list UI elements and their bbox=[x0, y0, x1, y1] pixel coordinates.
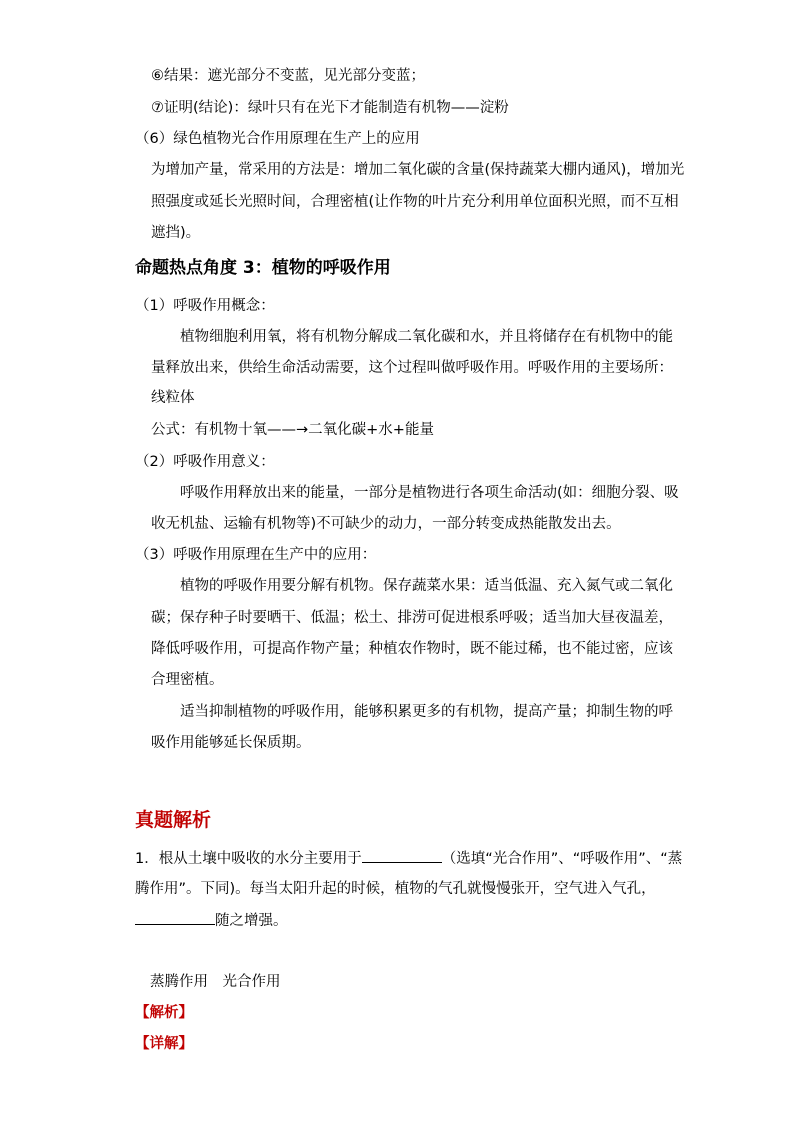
paragraph-line: 碳；保存种子时要晒干、低温；松土、排涝可促进根系呼吸；适当加大昼夜温差， bbox=[151, 610, 673, 626]
paragraph-line: 合理密植。 bbox=[151, 672, 224, 688]
analysis-label: 【解析】 bbox=[135, 1005, 193, 1021]
question-1-line bbox=[135, 910, 288, 931]
formula-line: 公式：有机物十氧——→二氧化碳+水+能量 bbox=[151, 422, 434, 438]
paragraph-line: 量释放出来，供给生命活动需要，这个过程叫做呼吸作用。呼吸作用的主要场所： bbox=[151, 360, 673, 376]
conclusion-line: ⑦证明(结论)：绿叶只有在光下才能制造有机物——淀粉 bbox=[151, 100, 509, 116]
paragraph-line: 呼吸作用释放出来的能量，一部分是植物进行各项生命活动(如：细胞分裂、吸 bbox=[180, 485, 679, 501]
paragraph-line: 植物的呼吸作用要分解有机物。保存蔬菜水果：适当低温、充入氮气或二氧化 bbox=[180, 578, 673, 594]
question-text: 1．根从土壤中吸收的水分主要用于 bbox=[135, 851, 362, 867]
question-1-line bbox=[135, 848, 682, 869]
result-line: ⑥结果：遮光部分不变蓝，见光部分变蓝； bbox=[151, 68, 425, 84]
paragraph-line: 照强度或延长光照时间，合理密植(让作物的叶片充分利用单位面积光照，而不互相 bbox=[151, 194, 679, 210]
section-heading: 命题热点角度 3：植物的呼吸作用 bbox=[135, 258, 391, 278]
question-text: （选填“光合作用”、“呼吸作用”、“蒸 bbox=[441, 851, 683, 867]
detailed-label: 【详解】 bbox=[135, 1036, 193, 1052]
question-text: 随之增强。 bbox=[215, 913, 288, 929]
subsection-6-title: （6）绿色植物光合作用原理在生产上的应用 bbox=[135, 131, 420, 147]
answer-blank bbox=[362, 848, 442, 863]
answer-blank bbox=[135, 910, 215, 925]
paragraph-line: 适当抑制植物的呼吸作用，能够积累更多的有机物，提高产量；抑制生物的呼 bbox=[180, 704, 673, 720]
paragraph-line: 收无机盐、运输有机物等)不可缺少的动力，一部分转变成热能散发出去。 bbox=[151, 516, 621, 532]
item-2-title: （2）呼吸作用意义： bbox=[135, 454, 275, 470]
paragraph-line: 吸作用能够延长保质期。 bbox=[151, 735, 311, 751]
paragraph-line: 线粒体 bbox=[151, 390, 195, 406]
item-1-title: （1）呼吸作用概念： bbox=[135, 298, 275, 314]
item-3-title: （3）呼吸作用原理在生产中的应用： bbox=[135, 547, 377, 563]
real-exam-heading: 真题解析 bbox=[135, 809, 212, 831]
paragraph-line: 植物细胞利用氧，将有机物分解成二氧化碳和水，并且将储存在有机物中的能 bbox=[180, 329, 673, 345]
paragraph-line: 降低呼吸作用，可提高作物产量；种植农作物时，既不能过稀，也不能过密，应该 bbox=[151, 641, 673, 657]
question-1-line: 腾作用”。下同)。每当太阳升起的时候，植物的气孔就慢慢张开，空气进入气孔， bbox=[135, 881, 656, 897]
paragraph-line: 遮挡)。 bbox=[151, 225, 201, 241]
answer-line: 蒸腾作用 光合作用 bbox=[150, 974, 281, 990]
paragraph-line: 为增加产量，常采用的方法是：增加二氧化碳的含量(保持蔬菜大棚内通风)，增加光 bbox=[151, 162, 685, 178]
